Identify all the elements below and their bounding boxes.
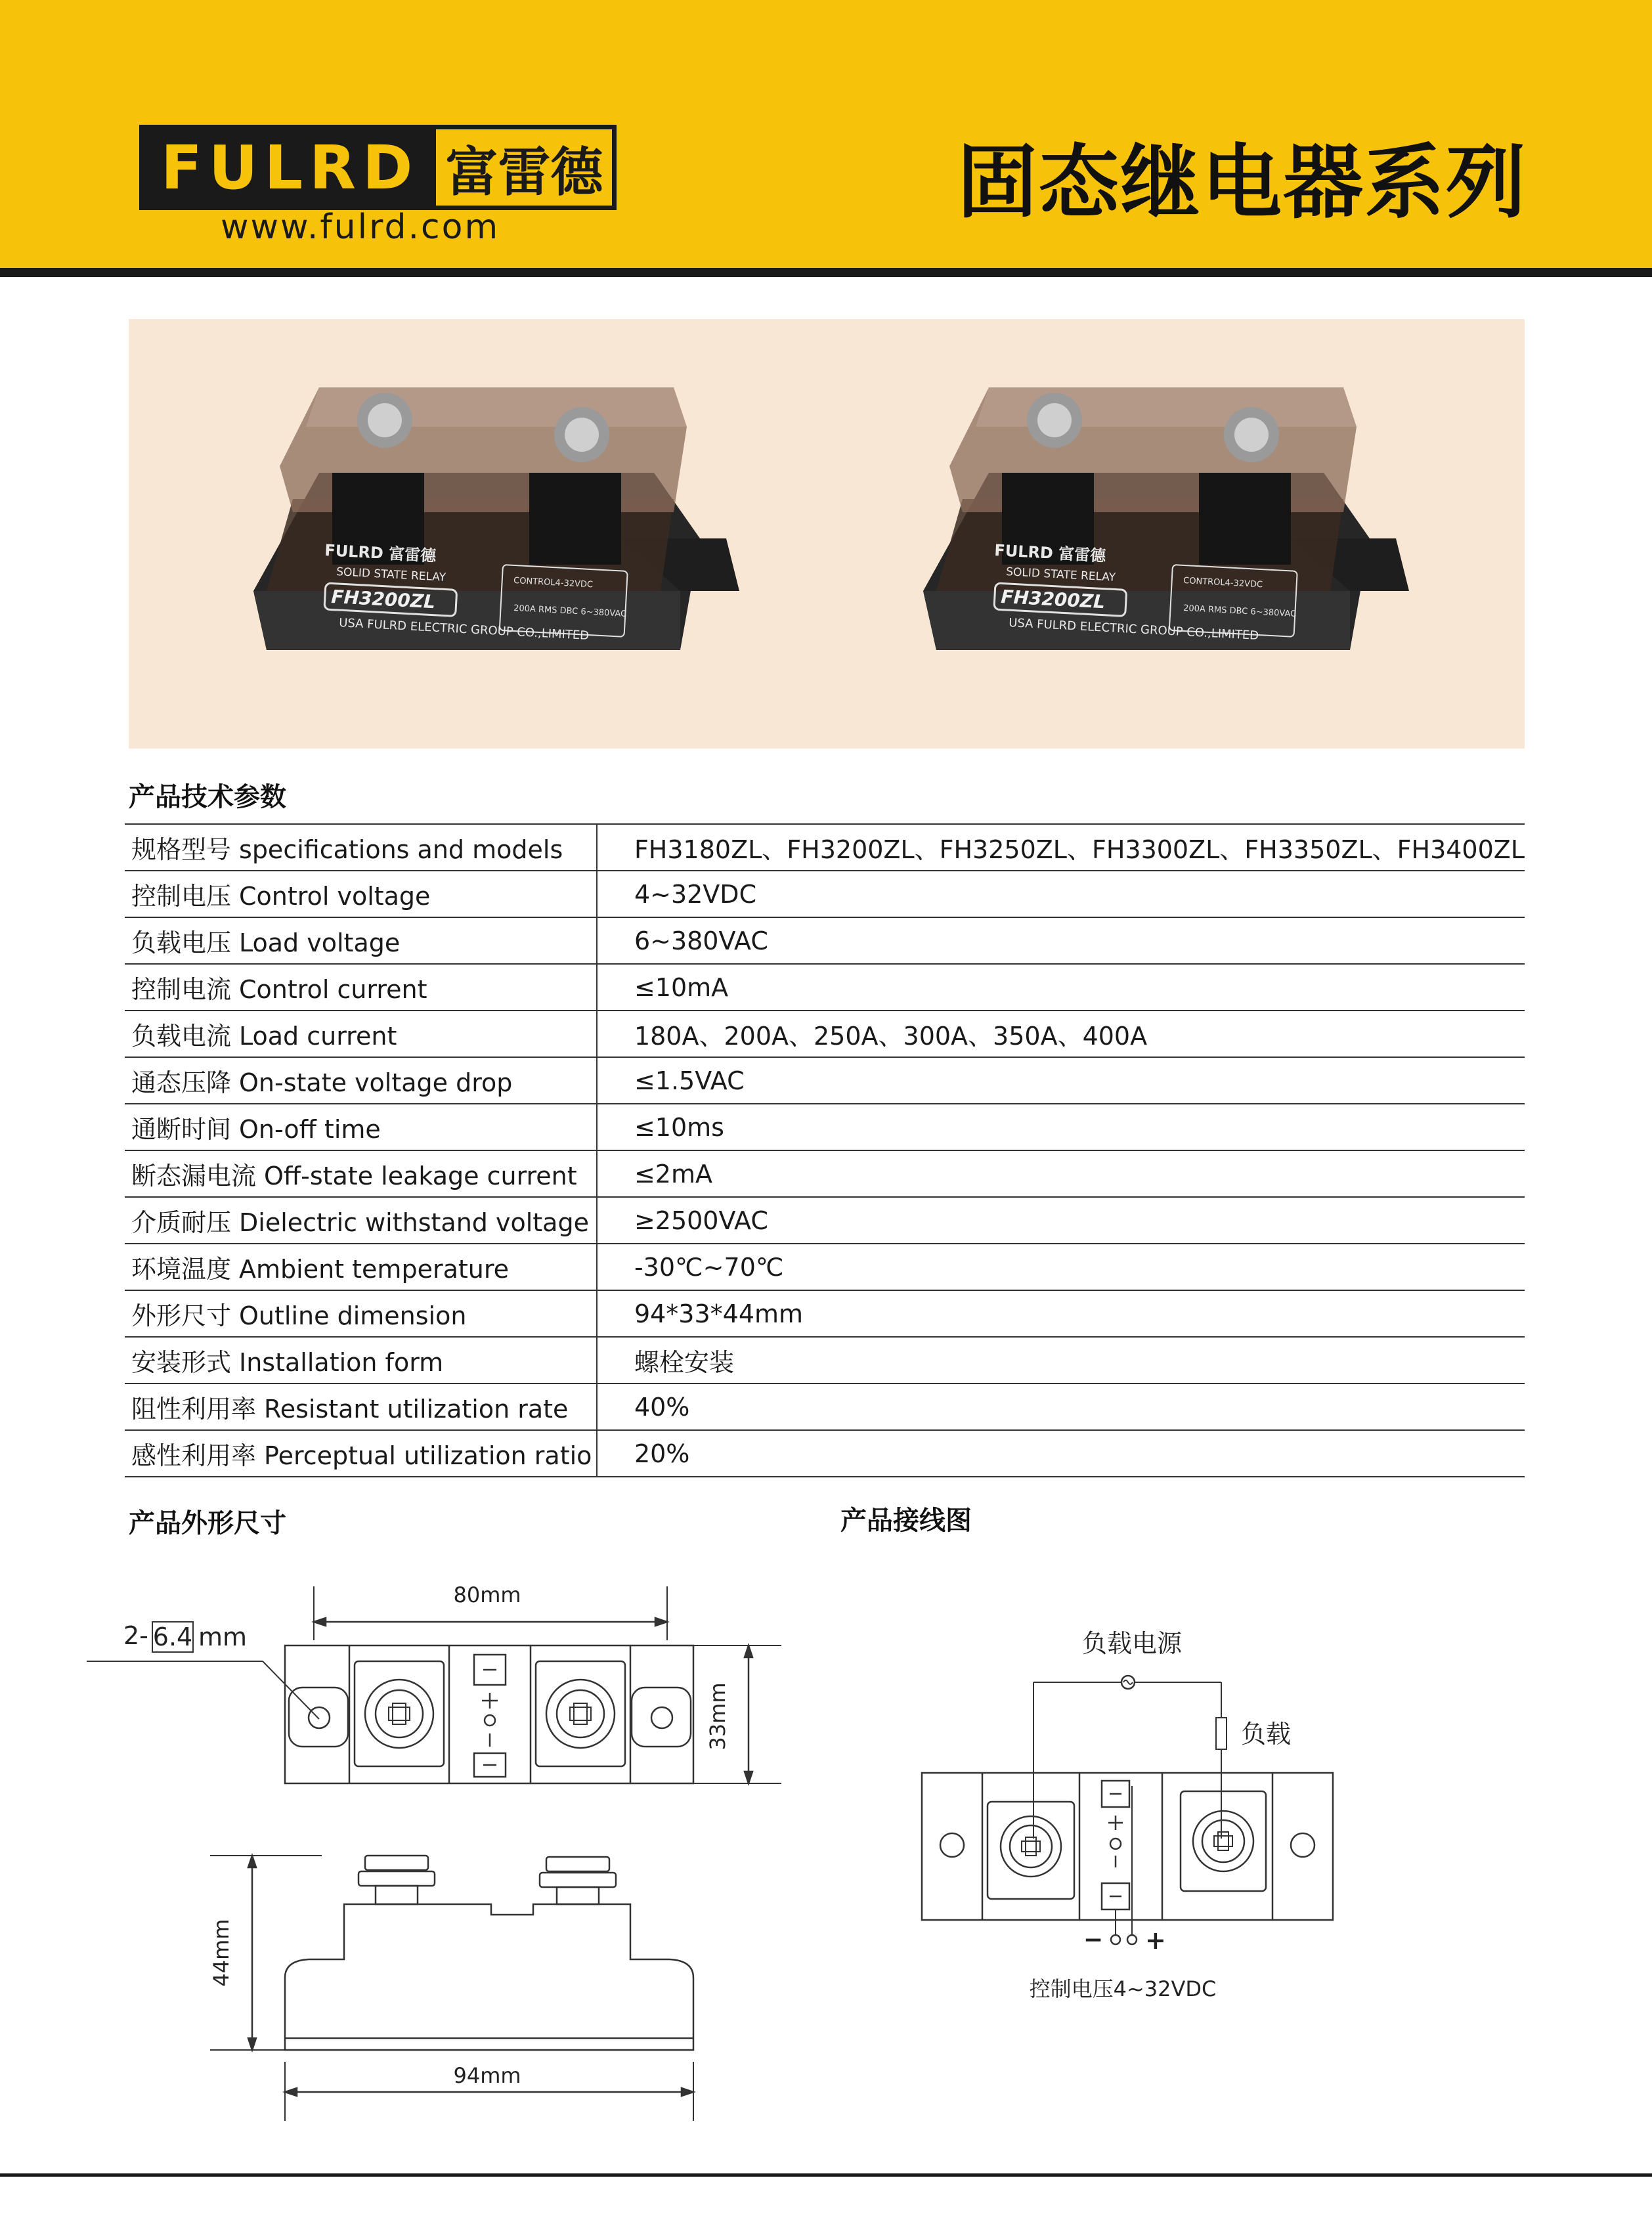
spec-key: 外形尺寸 Outline dimension: [131, 1301, 467, 1330]
spec-table: [125, 823, 1525, 1477]
table-row: [125, 1290, 1525, 1337]
table-row: [125, 1011, 1525, 1057]
table-row: [125, 1430, 1525, 1477]
spec-value: 6~380VAC: [634, 926, 768, 955]
relay-photo-left: [253, 374, 752, 676]
spec-value: -30℃~70℃: [634, 1252, 784, 1282]
spec-value: 螺栓安装: [634, 1348, 734, 1377]
logo-chinese: 富雷德: [436, 129, 612, 206]
spec-key: 阻性利用率 Resistant utilization rate: [131, 1395, 569, 1424]
photo-maker-label: USA FULRD ELECTRIC GROUP CO.,LIMITED: [338, 616, 590, 643]
header-divider: [0, 268, 1652, 277]
dim-width-top: 80mm: [453, 1582, 521, 1607]
dim-height-side: 33mm: [705, 1682, 730, 1751]
spec-value: 4~32VDC: [634, 879, 757, 909]
spec-key: 安装形式 Installation form: [131, 1348, 444, 1377]
spec-key: 控制电压 Control voltage: [131, 882, 431, 911]
spec-key: 规格型号 specifications and models: [131, 835, 563, 864]
spec-key: 通断时间 On-off time: [131, 1115, 381, 1144]
dimension-drawing: [0, 1563, 814, 2134]
spec-key: 负载电压 Load voltage: [131, 928, 401, 957]
wiring-control-label: 控制电压4~32VDC: [1029, 1976, 1217, 2001]
footer-divider: [0, 2173, 1652, 2177]
wiring-minus: −: [1083, 1927, 1103, 1953]
spec-key: 环境温度 Ambient temperature: [131, 1255, 510, 1284]
spec-value: ≤2mA: [634, 1159, 712, 1188]
brand-logo: [139, 125, 617, 210]
page-title: 固态继电器系列: [957, 136, 1527, 229]
table-row: [125, 1197, 1525, 1244]
spec-value: 94*33*44mm: [634, 1299, 804, 1328]
photo-model-label: FH3200ZL: [1000, 586, 1106, 613]
spec-value: 40%: [634, 1392, 690, 1422]
photo-type-label: SOLID STATE RELAY: [1005, 565, 1116, 584]
spec-key: 断态漏电流 Off-state leakage current: [131, 1162, 577, 1190]
photo-load-label: 200A RMS DBC 6~380VAC: [513, 603, 627, 620]
spec-key: 通态压降 On-state voltage drop: [131, 1068, 513, 1097]
dim-width-front: 94mm: [453, 2063, 521, 2088]
specs-title: 产品技术参数: [129, 782, 286, 812]
spec-key: 介质耐压 Dielectric withstand voltage: [131, 1208, 589, 1237]
table-row: [125, 1244, 1525, 1290]
spec-value: ≤10ms: [634, 1112, 724, 1142]
table-row: [125, 964, 1525, 1011]
spec-value: ≤1.5VAC: [634, 1066, 745, 1095]
wiring-plus: +: [1145, 1926, 1166, 1955]
photo-brand-label: FULRD 富雷德: [324, 541, 437, 565]
table-row: [125, 1337, 1525, 1383]
dim-hole-prefix: 2-: [123, 1621, 148, 1650]
spec-value: ≥2500VAC: [634, 1206, 768, 1235]
wiring-title: 产品接线图: [840, 1506, 972, 1536]
table-row: [125, 1383, 1525, 1430]
photo-maker-label: USA FULRD ELECTRIC GROUP CO.,LIMITED: [1008, 616, 1259, 643]
photo-type-label: SOLID STATE RELAY: [336, 565, 446, 584]
logo-wordmark: FULRD: [161, 132, 420, 203]
wiring-source-label: 负载电源: [1081, 1629, 1183, 1658]
wiring-load-label: 负载: [1241, 1720, 1292, 1749]
spec-value: 20%: [634, 1439, 690, 1468]
spec-value: ≤10mA: [634, 972, 729, 1002]
photo-control-label: CONTROL4-32VDC: [513, 576, 594, 590]
spec-key: 负载电流 Load current: [131, 1022, 397, 1051]
dim-hole-value: 6.4: [152, 1623, 193, 1651]
dim-height-front: 44mm: [209, 1919, 234, 1987]
photo-model-label: FH3200ZL: [330, 586, 436, 613]
table-row: [125, 917, 1525, 964]
relay-photo-right: [923, 374, 1422, 676]
wiring-diagram: [906, 1622, 1353, 2016]
photo-control-label: CONTROL4-32VDC: [1183, 576, 1263, 590]
website-url: www.fulrd.com: [221, 207, 500, 247]
spec-value: 180A、200A、250A、300A、350A、400A: [634, 1022, 1148, 1051]
spec-value: FH3180ZL、FH3200ZL、FH3250ZL、FH3300ZL、FH3350ZL、FH3400ZL: [634, 835, 1525, 864]
spec-key: 感性利用率 Perceptual utilization ratio: [131, 1441, 592, 1470]
table-row: [125, 1150, 1525, 1197]
product-photo-panel: [129, 319, 1525, 749]
spec-key: 控制电流 Control current: [131, 975, 427, 1004]
table-row: [125, 1104, 1525, 1150]
photo-load-label: 200A RMS DBC 6~380VAC: [1183, 603, 1297, 620]
table-row: [125, 871, 1525, 917]
table-row: [125, 824, 1525, 871]
table-row: [125, 1057, 1525, 1104]
photo-brand-label: FULRD 富雷德: [993, 541, 1106, 565]
dimensions-title: 产品外形尺寸: [129, 1508, 286, 1538]
dim-hole-unit: mm: [198, 1623, 248, 1651]
